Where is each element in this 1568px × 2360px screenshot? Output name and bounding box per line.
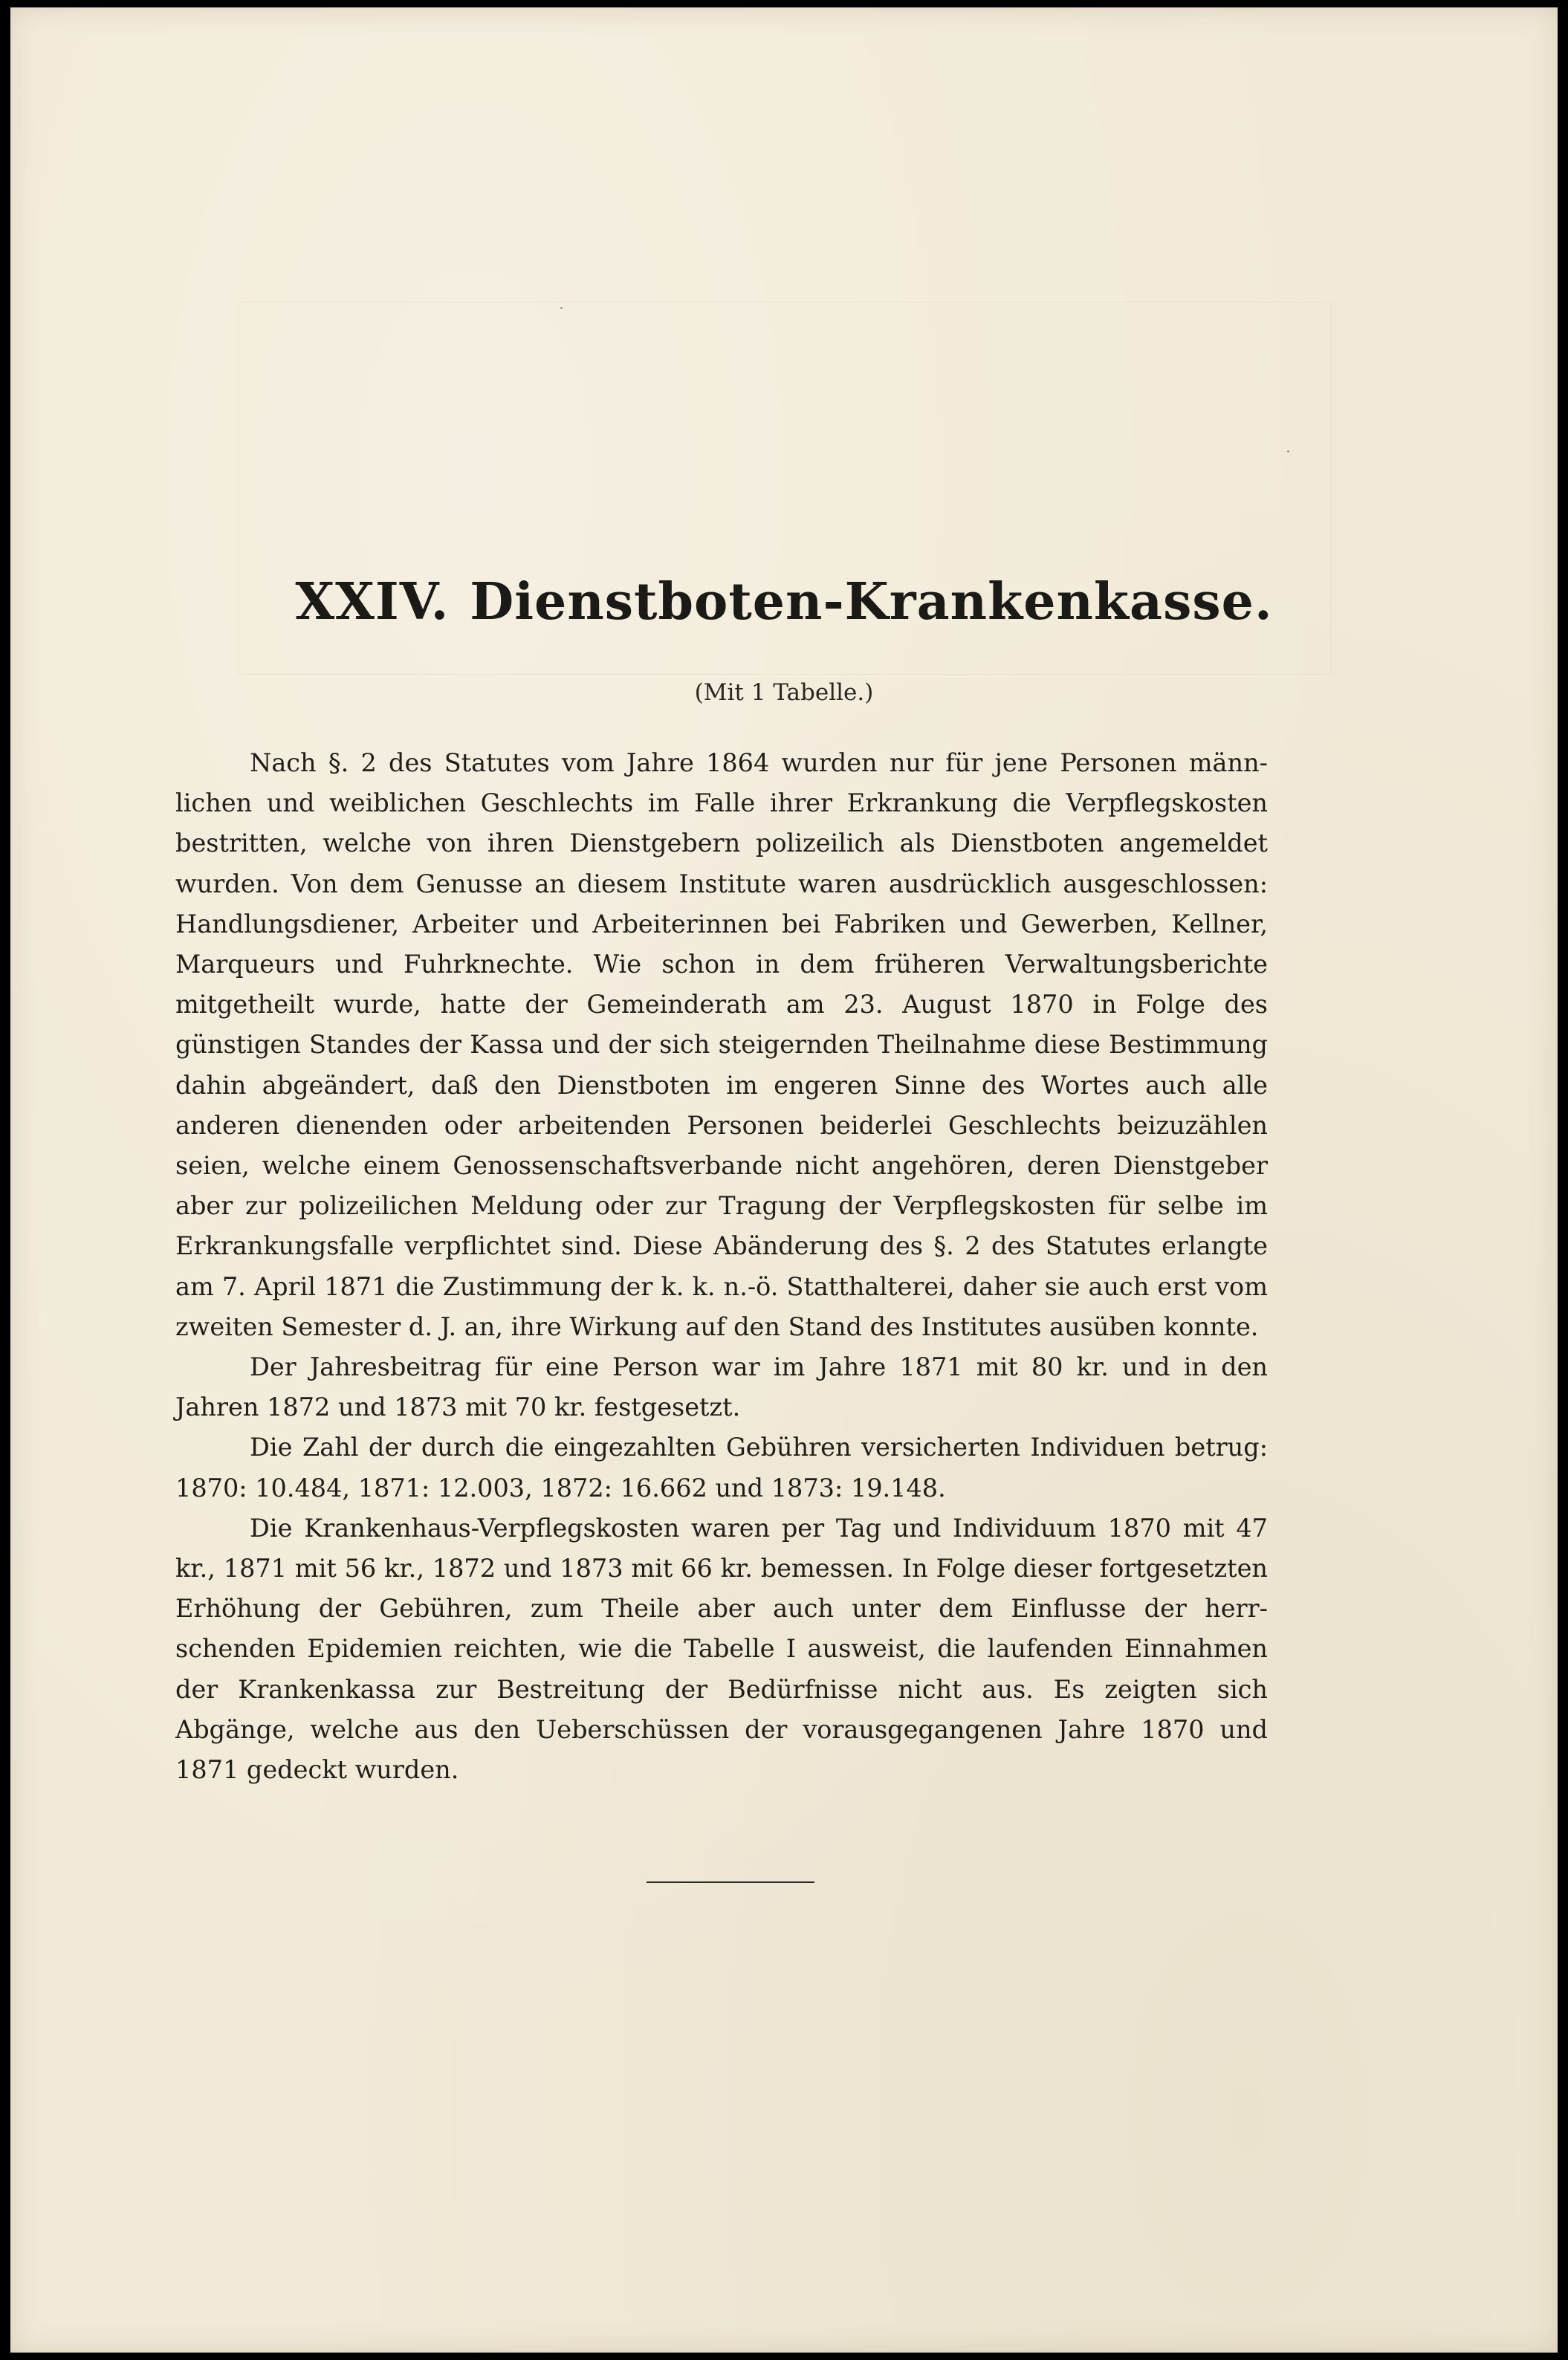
paper-speck <box>560 307 563 309</box>
closing-rule <box>647 1881 814 1883</box>
paragraph-statute: Nach §. 2 des Statutes vom Jahre 1864 wurden nur für jene Personen männlichen und weiblichen Geschlechts im Falle ihrer Erkrankung die Verpflegskosten bestritten, welche von ihren Dienstgebern polizeilich als Dienstboten angemeldet wurden. Von dem Genusse an diesem Institute waren ausdrücklich ausgeschlossen: Handlungsdiener, Arbeiter und Arbeiterinnen bei Fabriken und Gewerben, Kellner, Marqueurs und Fuhrknechte. Wie schon in dem früheren Verwaltungsberichte mitgetheilt wurde, hatte der Gemeinderath am 23. August 1870 in Folge des günstigen Standes der Kassa und der sich steigernden Theilnahme diese Bestimmung dahin abgeändert, daß den Dienstboten im engeren Sinne des Wortes auch alle anderen dienenden oder arbeitenden Personen beiderlei Geschlechts beizuzählen seien, welche einem Genossenschaftsverbande nicht angehören, deren Dienstgeber aber zur polizeilichen Meldung oder zur Tragung der Verpflegskosten für selbe im Erkrankungsfalle verpflichtet sind. Diese Abänderung des §. 2 des Statutes erlangte am 7. April 1871 die Zustimmung der k. k. n.-ö. Statthalterei, daher sie auch erst vom zweiten Semester d. J. an, ihre Wirkung auf den Stand des Institutes ausüben konnte. <box>175 748 1268 1341</box>
section-title: Dienstboten-Krankenkasse. <box>470 572 1273 632</box>
paragraph-insured-count: Die Zahl der durch die eingezahlten Gebühren versicherten Individuen betrug: 1870: 10.484, 1871: 12.003, 1872: 16.662 und 1873: 19.148. <box>175 1433 1268 1502</box>
body-text <box>175 743 1268 1790</box>
paper-speck <box>1287 450 1289 453</box>
paragraph-annual-fee: Der Jahresbeitrag für eine Person war im Jahre 1871 mit 80 kr. und in den Jahren 1872 und 1873 mit 70 kr. festgesetzt. <box>175 1352 1268 1422</box>
section-number: XXIV. <box>295 572 450 632</box>
document-page <box>10 7 1558 2353</box>
section-heading <box>10 572 1558 632</box>
section-subtitle: (Mit 1 Tabelle.) <box>694 679 874 706</box>
paragraph-hospital-costs: Die Krankenhaus-Verpflegskosten waren per Tag und Individuum 1870 mit 47 kr., 1871 mit 56 kr., 1872 und 1873 mit 66 kr. bemessen. In Folge dieser fortgesetzten Erhöhung der Gebühren, zum Theile aber auch unter dem Einflusse der herrschenden Epidemien reichten, wie die Tabelle I ausweist, die laufenden Einnahmen der Krankenkassa zur Bestreitung der Bedürfnisse nicht aus. Es zeigten sich Abgänge, welche aus den Ueberschüssen der vorausgegangenen Jahre 1870 und 1871 gedeckt wurden. <box>175 1513 1268 1785</box>
